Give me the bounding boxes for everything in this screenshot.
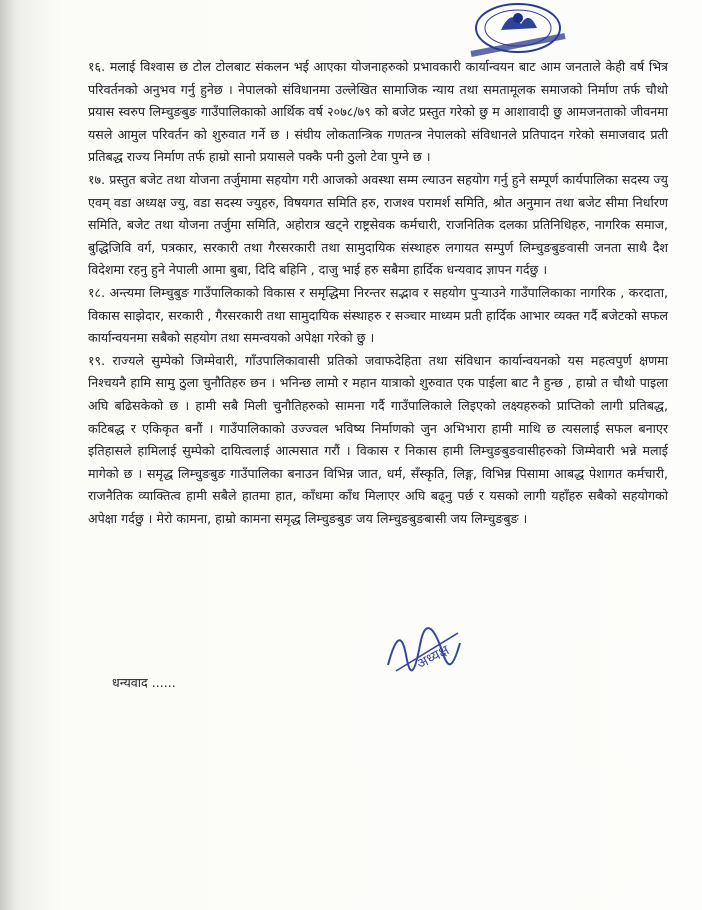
scan-edge <box>0 0 14 910</box>
paragraph-16: १६. मलाई विश्वास छ टोल टोलबाट संकलन भई आएका योजनाहरुको प्रभावकारी कार्यान्वयन बाट आम जनताले केही वर्ष भित्र परिवर्तनको अनुभव गर्नु हुनेछ । नेपालको संविधानमा उल्लेखित सामाजिक न्याय तथा समतामूलक समाजको निर्माण तर्फ चौथो प्रयास स्वरुप लिम्चुङबुङ गाउँपालिकाको आर्थिक वर्ष २०७८/७९ को बजेट प्रस्तुत गरेको छु म आशावादी छु आमजनताको जीवनमा यसले आमुल परिवर्तन को शुरुवात गर्ने छ । संघीय लोकतान्त्रिक गणतन्त्र नेपालको संविधानले प्रतिपादन गरेको समाजवाद प्रती प्रतिबद्ध राज्य निर्माण तर्फ हाम्रो सानो प्रयासले पक्कै पनी ठुलो टेवा पुग्ने छ । <box>88 59 668 165</box>
seal-stamp <box>463 0 573 64</box>
document-body <box>88 56 668 530</box>
signature <box>378 625 468 680</box>
svg-text:अध्यक्ष: अध्यक्ष <box>414 642 453 673</box>
paragraph-19: १९. राज्यले सुम्पेको जिम्मेवारी, गाँउपालिकावासी प्रतिको जवाफदेहिता तथा संविधान कार्यान्वयनको यस महत्वपुर्ण क्षणमा निश्चयनै हामि सामु ठुला चुनौतिहरु छन । भनिन्छ लामो र महान यात्राको शुरुवात एक पाईला बाट नै हुन्छ , हाम्रो त चौथो पाइला अघि बढिसकेको छ । हामी सबै मिली चुनौतिहरुको सामना गर्दै गाउँपालिकाले लिइएको लक्ष्यहरुको प्राप्तिको लागी प्रतिबद्ध, कटिबद्ध र एकिकृत बनौं । गाउँपालिकाको उज्ज्वल भविष्य निर्माणको जुन अभिभारा हामी माथि छ त्यसलाई सफल बनाएर इतिहासले हामिलाई सुम्पेको दायित्वलाई आत्मसात गरौं । विकास र निकास हामी लिम्चुङबुङवासीहरुको जिम्मेवारी भन्ने मलाई मागेको छ । समृद्ध लिम्चुङबुङ गाउँपालिका बनाउन विभिन्न जात, धर्म, सँस्कृति, लिङ्ग, विभिन्न पिसामा आबद्ध पेशागत कर्मचारी, राजनैतिक व्याक्तित्व हामी सबैले हातमा हात, काँधमा काँध मिलाएर अघि बढ्नु पर्छ र यसको लागी यहाँहरु सबैको सहयोगको अपेक्षा गर्दछु । मेरो कामना, हाम्रो कामना समृद्ध लिम्चुङबुङ जय लिम्चुङबुङबासी जय लिम्चुङबुङ । <box>88 352 668 526</box>
paragraph-18: १८. अन्त्यमा लिम्चुबुङ गाउँपालिकाको विकास र समृद्धिमा निरन्तर सद्भाव र सहयोग पुऱ्याउने गाउँपालिकाका नागरिक , करदाता, विकास साझेदार, सरकारी , गैरसरकारी तथा सामुदायिक संस्थाहरु र सञ्चार माध्यम प्रती हार्दिक आभार व्यक्त गर्दै बजेटको सफल कार्यान्वयनमा सबैको सहयोग तथा समन्वयको अपेक्षा गरेको छु । <box>88 284 668 346</box>
closing-thanks: धन्यवाद ...... <box>112 675 176 690</box>
paragraph-17: १७. प्रस्तुत बजेट तथा योजना तर्जुमामा सहयोग गरी आजको अवस्था सम्म ल्याउन सहयोग गर्नु हुने सम्पूर्ण कार्यपालिका सदस्य ज्यु एवम् वडा अध्यक्ष ज्यु, वडा सदस्य ज्युहरु, विषयगत समिति हरु, राजश्व परामर्श समिति, श्रोत अनुमान तथा बजेट सीमा निर्धारण समिति, बजेट तथा योजना तर्जुमा समिति, अहोरात्र खट्ने राष्ट्रसेवक कर्मचारी, राजनितिक दलका प्रतिनिधिहरु, नागरिक समाज, बुद्धिजिवि वर्ग, पत्रकार, सरकारी तथा गैरसरकारी तथा सामुदायिक संस्थाहरु लगायत सम्पुर्ण लिम्चुङबुङवासी जनता साथै दैश विदेशमा रहनु हुने नेपाली आमा बुबा, दिदि बहिनि , दाजु भाई हरु सबैमा हार्दिक धन्यवाद ज्ञापन गर्दछु । <box>88 171 668 278</box>
